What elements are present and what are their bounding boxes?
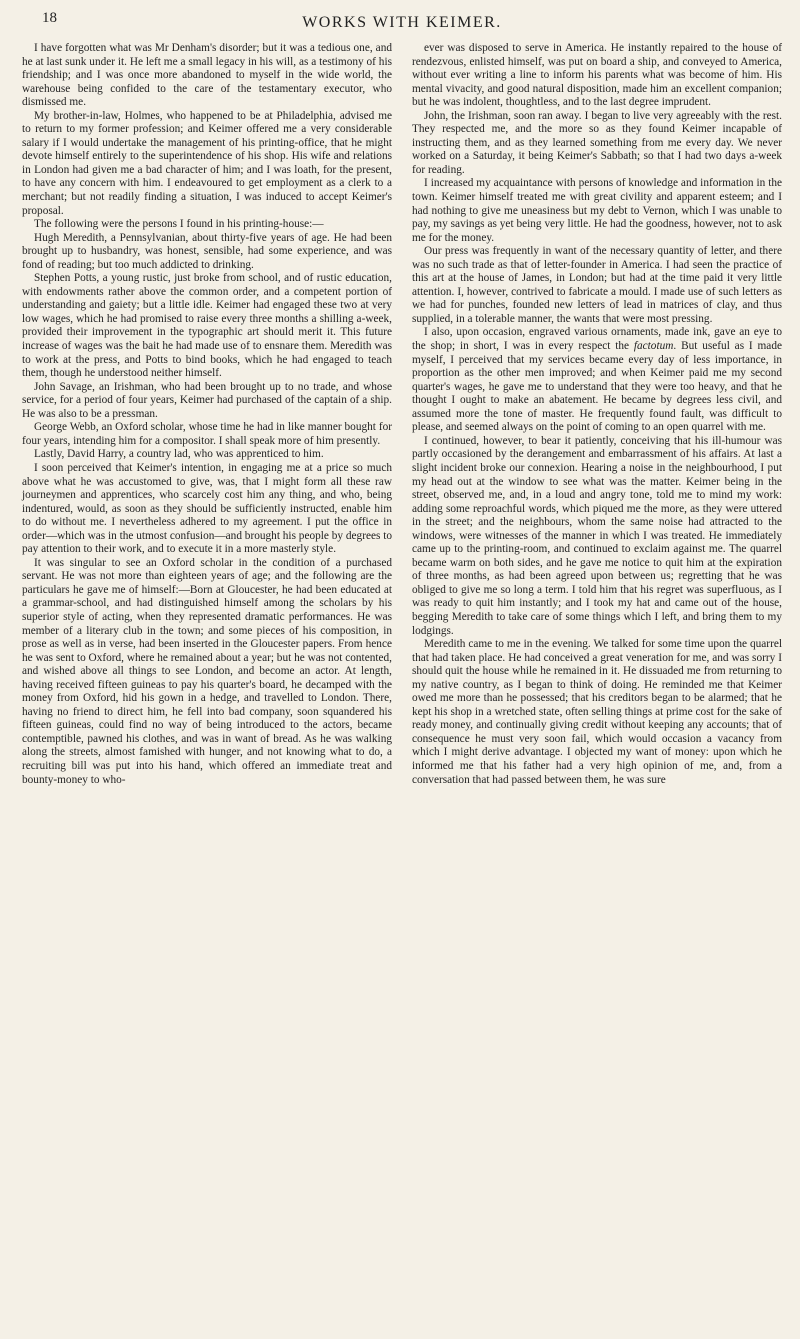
paragraph: John Savage, an Irishman, who had been brought up to no trade, and whose service, for a period of four years, Keimer had purchased of the captain of a ship. He was also to be a pressman. (22, 380, 392, 420)
running-head: WORKS WITH KEIMER. (302, 14, 502, 31)
italic-term: factotum (633, 340, 674, 353)
paragraph: Our press was frequently in want of the necessary quantity of letter, and there was no such trade as that of letter-founder in America. I had seen the practice of this art at the house of James, in London; but had at the time paid it very little attention. I, however, contrived to fabricate a mould. I made use of such letters as we had for punches, founded new letters of lead in matrices of clay, and thus supplied, in a tolerable manner, the wants that were most pressing. (412, 245, 782, 325)
paragraph: Meredith came to me in the evening. We talked for some time upon the quarrel that had taken place. He had conceived a great veneration for me, and was sorry I should quit the house while he remained in it. He dissuaded me from returning to my native country, as I began to think of doing. He reminded me that Keimer owed me more than he possessed; that his creditors began to be alarmed; that he kept his shop in a wretched state, often selling things at prime cost for the sake of ready money, and continually giving credit without keeping any accounts; that of consequence he must very soon fail, which would occasion a vacancy from which I might derive advantage. I objected my want of money: upon which he informed me that his father had a very high opinion of me, and, from a conversation that had passed between them, he was sure (412, 638, 782, 786)
paragraph-text: I also, upon occasion, engraved various ornaments, made ink, gave an eye to the shop; in short, I was in every respect the (412, 326, 782, 353)
paragraph: It was singular to see an Oxford scholar in the condition of a purchased servant. He was not more than eighteen years of age; and the following are the particulars he gave me of himself:—Born at Gloucester, he had been educated at a grammar-school, and had distinguished himself among the scholars by his superior style of acting, when they represented dramatic performances. He was member of a literary club in the town; and some pieces of his composition, in prose as well as in verse, had been inserted in the Gloucester papers. From hence he was sent to Oxford, where he remained about a year; but he was not contented, and wished above all things to see London, and become an actor. At length, having received fifteen guineas to pay his quarter's board, he decamped with the money from Oxford, hid his gown in a hedge, and travelled to London. There, having no friend to direct him, he fell into bad company, soon squandered his fifteen guineas, could find no way of being introduced to the actors, became contemptible, pawned his clothes, and was in want of bread. As he was walking along the streets, almost famished with hunger, and not knowing what to do, a recruiting bill was put into his hand, which offered an immediate treat and bounty-money to who- (22, 556, 392, 786)
paragraph: I have forgotten what was Mr Denham's disorder; but it was a tedious one, and he at last sunk under it. He left me a small legacy in his will, as a testimony of his friendship; and I was once more abandoned to myself in the wide world, the warehouse being confided to the care of the testamentary executor, who dismissed me. (22, 42, 392, 109)
right-column (412, 42, 782, 787)
paragraph: ever was disposed to serve in America. He instantly repaired to the house of rendezvous, enlisted himself, was put on board a ship, and conveyed to America, without ever writing a line to inform his parents what was become of him. His mental vivacity, and good natural disposition, made him an excellent companion; but he was indolent, thoughtless, and to the last degree imprudent. (412, 42, 782, 109)
paragraph: John, the Irishman, soon ran away. I began to live very agreeably with the rest. They respected me, and the more so as they found Keimer incapable of instructing them, and as they learned something from me every day. We never worked on a Saturday, it being Keimer's Sabbath; so that I had two days a-week for reading. (412, 109, 782, 176)
paragraph (412, 326, 782, 434)
paragraph-text: . But useful as I made myself, I perceived that my services became every day of less importance, in proportion as the other men improved; and when Keimer paid me my second quarter's wages, he gave me to understand that they were too heavy, and that he thought I ought to make an abatement. He became by degrees less civil, and assumed more the tone of master. He frequently found fault, was difficult to please, and seemed always on the point of coming to an open quarrel with me. (412, 340, 782, 434)
paragraph: Stephen Potts, a young rustic, just broke from school, and of rustic education, with endowments rather above the common order, and a competent portion of understanding and gaiety; but a little idle. Keimer had engaged these two at very low wages, which he had promised to raise every three months a shilling a-week, provided their improvement in the typographic art should merit it. This future increase of wages was the bait he had made use of to ensnare them. Meredith was to work at the press, and Potts to bind books, which he had engaged to teach them, though he understood neither himself. (22, 272, 392, 380)
paragraph: The following were the persons I found in his printing-house:— (34, 218, 324, 231)
paragraph: I increased my acquaintance with persons of knowledge and information in the town. Keimer himself treated me with great civility and apparent esteem; and I had nothing to give me uneasiness but my debt to Vernon, which I was unable to pay, my savings as yet being very little. He had the goodness, however, not to ask me for the money. (412, 177, 782, 244)
left-column (22, 42, 392, 787)
page-header (22, 6, 782, 42)
paragraph: My brother-in-law, Holmes, who happened to be at Philadelphia, advised me to return to my former profession; and Keimer offered me a very considerable salary if I would undertake the management of his printing-office, that he might devote himself entirely to the superintendence of his shop. His wife and relations in London had given me a bad character of him; and I was loath, for the present, to have any concern with him. I endeavoured to get employment as a clerk to a merchant; but not readily finding a situation, I was induced to accept Keimer's proposal. (22, 109, 392, 217)
paragraph: I soon perceived that Keimer's intention, in engaging me at a price so much above what he was accustomed to give, was, that I might form all these raw journeymen and apprentices, who scarcely cost him any thing, and who, being indentured, would, as soon as they should be sufficiently instructed, enable him to do without me. I nevertheless adhered to my agreement. I put the office in order—which was in the utmost confusion—and brought his people by degrees to pay attention to their work, and to execute it in a more masterly style. (22, 461, 392, 556)
paragraph: I continued, however, to bear it patiently, conceiving that his ill-humour was partly occasioned by the derangement and embarrassment of his affairs. At last a slight incident broke our connexion. Hearing a noise in the neighbourhood, I put my head out at the window to see what was the matter. Keimer being in the street, observed me, and, in a loud and angry tone, told me to mind my work: adding some reproachful words, which piqued me the more, as they were uttered in the street; and the neighbours, whom the same noise had attracted to the windows, were witnesses of the manner in which I was treated. He immediately came up to the printing-room, and continued to exclaim against me. The quarrel became warm on both sides, and he gave me notice to quit him at the expiration of three months, as had been agreed upon between us; regretting that he was obliged to give me so long a term. I told him that his regret was superfluous, as I was ready to quit him instantly; and I took my hat and came out of the house, begging Meredith to take care of some things which I left, and bring them to my lodgings. (412, 434, 782, 637)
paragraph: Hugh Meredith, a Pennsylvanian, about thirty-five years of age. He had been brought up to husbandry, was honest, sensible, had some experience, and was fond of reading; but too much addicted to drinking. (22, 231, 392, 271)
paragraph: Lastly, David Harry, a country lad, who was apprenticed to him. (34, 448, 324, 461)
paragraph: George Webb, an Oxford scholar, whose time he had in like manner bought for four years, intending him for a compositor. I shall speak more of him presently. (22, 421, 392, 447)
text-columns (22, 42, 782, 787)
page-number: 18 (42, 10, 57, 26)
